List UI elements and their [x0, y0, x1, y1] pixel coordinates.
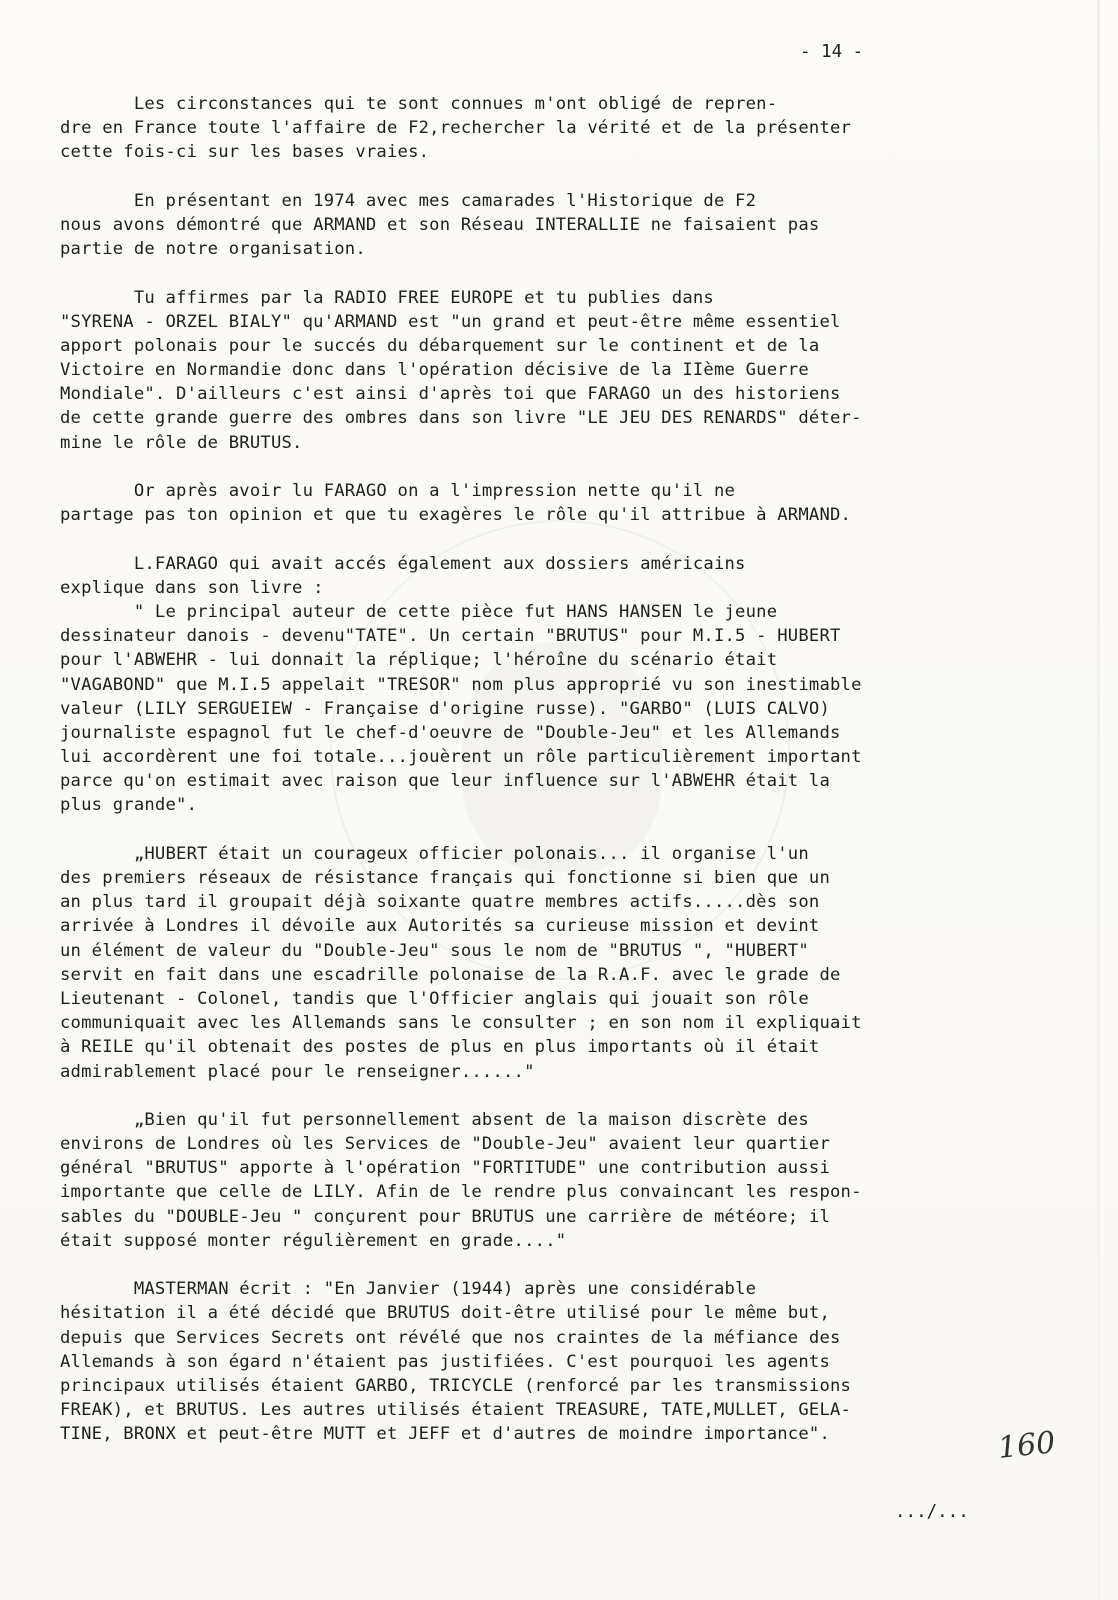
text-line: Les circonstances qui te sont connues m'ont obligé de repren-	[60, 94, 778, 114]
text-line: L.FARAGO qui avait accés également aux dossiers américains	[60, 553, 746, 574]
paragraph-gap	[60, 261, 1090, 285]
text-line: Mondiale". D'ailleurs c'est ainsi d'après toi que FARAGO un des historiens	[60, 384, 841, 405]
paragraph	[60, 92, 1090, 165]
text-line: plus grande".	[60, 795, 198, 816]
text-line: an plus tard il groupait déjà soixante quatre membres actifs.....dès son	[60, 892, 820, 913]
text-line: était supposé monter régulièrement en grade...."	[60, 1230, 567, 1251]
text-line: importante que celle de LILY. Afin de le rendre plus convaincant les respon-	[60, 1182, 862, 1203]
text-line: des premiers réseaux de résistance français qui fonctionne si bien que un	[60, 868, 830, 888]
text-line: partie de notre organisation.	[60, 239, 366, 260]
text-line: sables du "DOUBLE-Jeu " conçurent pour BRUTUS une carrière de météore; il	[60, 1206, 830, 1227]
paragraph	[60, 1277, 1090, 1446]
text-line: partage pas ton opinion et que tu exagères le rôle qu'il attribue à ARMAND.	[60, 505, 852, 526]
text-line: journaliste espagnol fut le chef-d'oeuvre de "Double-Jeu" et les Allemands	[60, 722, 841, 743]
text-line: à REILE qu'il obtenait des postes de plus en plus importants où il était	[60, 1037, 820, 1058]
text-line: MASTERMAN écrit : "En Janvier (1944) après une considérable	[60, 1279, 757, 1300]
text-line: "VAGABOND" que M.I.5 appelait "TRESOR" nom plus approprié vu son inestimable	[60, 674, 862, 695]
paragraph	[60, 189, 1090, 262]
text-line: cette fois-ci sur les bases vraies.	[60, 142, 430, 163]
text-line: „Bien qu'il fut personnellement absent de la maison discrète des	[60, 1109, 809, 1130]
text-line: TINE, BRONX et peut-être MUTT et JEFF et d'autres de moindre importance".	[60, 1424, 830, 1445]
text-line: FREAK), et BRUTUS. Les autres utilisés étaient TREASURE, TATE,MULLET, GELA-	[60, 1400, 852, 1421]
paragraph	[60, 552, 1090, 818]
text-line: lui accordèrent une foi totale...jouèrent un rôle particulièrement important	[60, 747, 862, 768]
paragraph-gap	[60, 527, 1090, 551]
text-line: nous avons démontré que ARMAND et son Réseau INTERALLIE ne faisaient pas	[60, 214, 820, 235]
text-line: un élément de valeur du "Double-Jeu" sous le nom de "BRUTUS ", "HUBERT"	[60, 940, 809, 961]
paragraph-gap	[60, 818, 1090, 842]
text-line: Victoire en Normandie donc dans l'opération décisive de la IIème Guerre	[60, 360, 809, 381]
letter-body	[60, 92, 1090, 1447]
paragraph	[60, 842, 1090, 1084]
text-line: depuis que Services Secrets ont révélé que nos craintes de la méfiance des	[60, 1327, 841, 1348]
text-line: servit en fait dans une escadrille polonaise de la R.A.F. avec le grade de	[60, 964, 841, 985]
text-line: Or après avoir lu FARAGO on a l'impression nette qu'il ne	[60, 481, 736, 501]
text-line: général "BRUTUS" apporte à l'opération "FORTITUDE" une contribution aussi	[60, 1158, 830, 1179]
text-line: parce qu'on estimait avec raison que leur influence sur l'ABWEHR était la	[60, 771, 830, 792]
text-line: mine le rôle de BRUTUS.	[60, 432, 303, 453]
paragraph-gap	[60, 455, 1090, 479]
text-line: environs de Londres où les Services de "Double-Jeu" avaient leur quartier	[60, 1134, 830, 1155]
text-line: communiquait avec les Allemands sans le consulter ; en son nom il expliquait	[60, 1013, 862, 1034]
continuation-mark: .../...	[895, 1502, 969, 1522]
text-line: de cette grande guerre des ombres dans son livre "LE JEU DES RENARDS" déter-	[60, 408, 862, 429]
text-line: En présentant en 1974 avec mes camarades l'Historique de F2	[60, 190, 757, 211]
text-line: Allemands à son égard n'étaient pas justifiées. C'est pourquoi les agents	[60, 1351, 830, 1372]
text-line: dre en France toute l'affaire de F2,rechercher la vérité et de la présenter	[60, 118, 852, 139]
text-line: "SYRENA - ORZEL BIALY" qu'ARMAND est "un grand et peut-être même essentiel	[60, 311, 841, 332]
text-line: dessinateur danois - devenu"TATE". Un certain "BRUTUS" pour M.I.5 - HUBERT	[60, 626, 841, 647]
handwritten-folio-number: 160	[996, 1425, 1057, 1466]
paragraph-gap	[60, 1084, 1090, 1108]
paper-edge	[1097, 0, 1100, 1600]
text-line: valeur (LILY SERGUEIEW - Française d'origine russe). "GARBO" (LUIS CALVO)	[60, 698, 830, 719]
page-number: - 14 -	[800, 42, 864, 62]
text-line: apport polonais pour le succés du débarquement sur le continent et de la	[60, 335, 820, 356]
paragraph-gap	[60, 165, 1090, 189]
text-line: Lieutenant - Colonel, tandis que l'Officier anglais qui jouait son rôle	[60, 988, 809, 1009]
text-line: " Le principal auteur de cette pièce fut HANS HANSEN le jeune	[60, 601, 778, 622]
paragraph	[60, 479, 1090, 527]
text-line: hésitation il a été décidé que BRUTUS doit-être utilisé pour le même but,	[60, 1303, 830, 1324]
paragraph-gap	[60, 1253, 1090, 1277]
text-line: Tu affirmes par la RADIO FREE EUROPE et tu publies dans	[60, 287, 714, 308]
paragraph	[60, 1108, 1090, 1253]
text-line: explique dans son livre :	[60, 577, 324, 598]
text-line: principaux utilisés étaient GARBO, TRICYCLE (renforcé par les transmissions	[60, 1375, 852, 1396]
text-line: pour l'ABWEHR - lui donnait la réplique; l'héroîne du scénario était	[60, 650, 778, 671]
text-line: arrivée à Londres il dévoile aux Autorités sa curieuse mission et devint	[60, 916, 820, 937]
paragraph	[60, 286, 1090, 455]
text-line: „HUBERT était un courageux officier polonais... il organise l'un	[60, 843, 809, 864]
text-line: admirablement placé pour le renseigner......"	[60, 1061, 535, 1082]
